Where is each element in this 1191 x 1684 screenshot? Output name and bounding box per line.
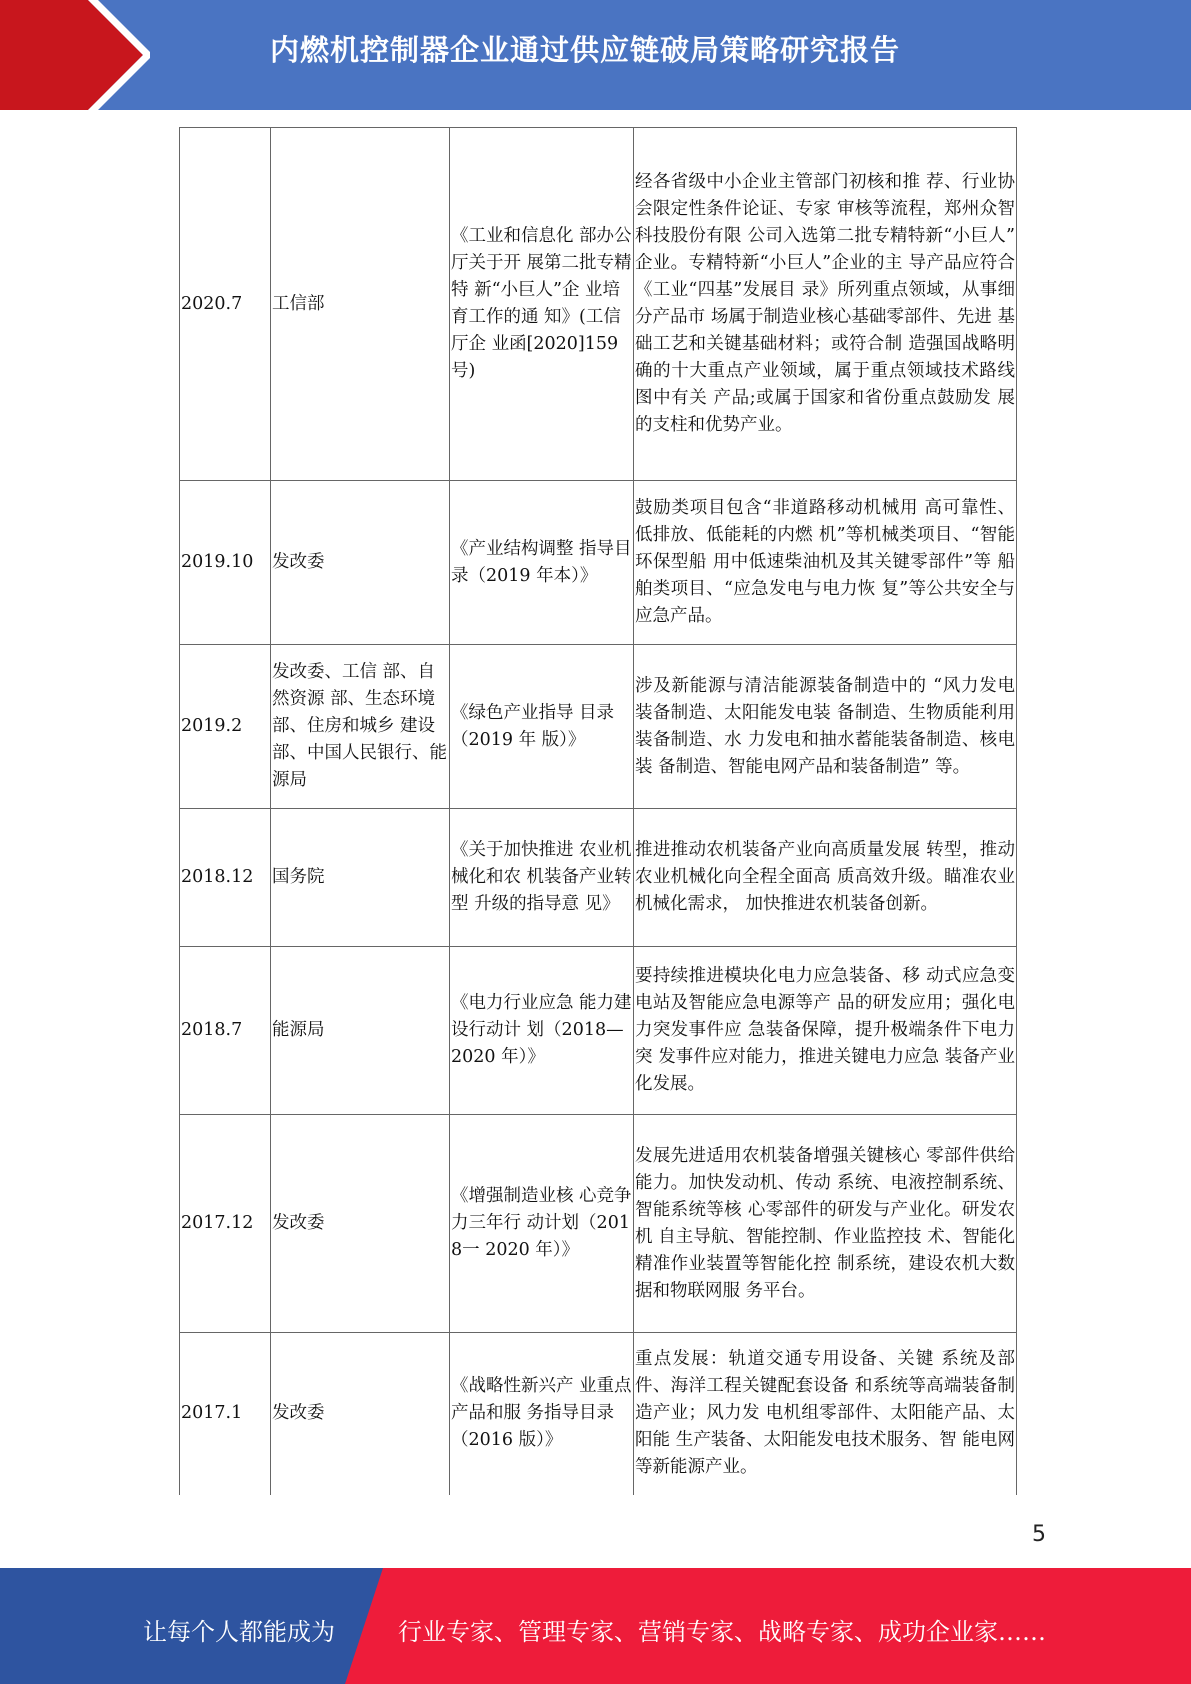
- page-footer: [0, 1568, 1191, 1684]
- document-cell: 《产业结构调整 指导目录（2019 年本）》: [450, 481, 634, 645]
- department-cell: 发改委: [271, 1333, 450, 1495]
- footer-slogan-right: 行业专家、管理专家、营销专家、战略专家、成功企业家……: [398, 1618, 1046, 1646]
- content-cell: 重点发展：轨道交通专用设备、关键 系统及部件、海洋工程关键配套设备 和系统等高端装备制造产业；风力发 电机组零部件、太阳能产品、太阳能 生产装备、太阳能发电技术服务、智 能电网等新能源产业。: [634, 1333, 1017, 1495]
- department-cell: 发改委、工信 部、自然资源 部、生态环境 部、住房和城乡 建设部、中国人民银行、能源局: [271, 645, 450, 809]
- document-cell: 《工业和信息化 部办公厅关于开 展第二批专精特 新“小巨人”企 业培育工作的通 知》(工信厅企 业函[2020]159 号): [450, 128, 634, 481]
- table-row: [180, 645, 1017, 809]
- department-cell: 发改委: [271, 1115, 450, 1333]
- footer-slogan-left: 让每个人都能成为: [143, 1618, 335, 1646]
- date-cell: 2019.10: [180, 481, 271, 645]
- department-cell: 能源局: [271, 947, 450, 1115]
- page-header: [0, 0, 1191, 110]
- date-cell: 2019.2: [180, 645, 271, 809]
- table-row: [180, 128, 1017, 481]
- date-cell: 2018.7: [180, 947, 271, 1115]
- document-cell: 《战略性新兴产 业重点产品和服 务指导目录 （2016 版）》: [450, 1333, 634, 1495]
- document-cell: 《增强制造业核 心竞争力三年行 动计划（2018一 2020 年）》: [450, 1115, 634, 1333]
- content-cell: 涉及新能源与清洁能源装备制造中的 “风力发电装备制造、太阳能发电装 备制造、生物质能利用装备制造、水 力发电和抽水蓄能装备制造、核电装 备制造、智能电网产品和装备制造” 等。: [634, 645, 1017, 809]
- date-cell: 2020.7: [180, 128, 271, 481]
- department-cell: 发改委: [271, 481, 450, 645]
- report-title: 内燃机控制器企业通过供应链破局策略研究报告: [270, 33, 901, 67]
- content-cell: 要持续推进模块化电力应急装备、移 动式应急变电站及智能应急电源等产 品的研发应用；强化电力突发事件应 急装备保障，提升极端条件下电力突 发事件应对能力，推进关键电力应急 装备产业化发展。: [634, 947, 1017, 1115]
- document-cell: 《关于加快推进 农业机械化和农 机装备产业转型 升级的指导意 见》: [450, 809, 634, 947]
- department-cell: 国务院: [271, 809, 450, 947]
- document-cell: 《绿色产业指导 目录（2019 年 版）》: [450, 645, 634, 809]
- department-cell: 工信部: [271, 128, 450, 481]
- content-cell: 发展先进适用农机装备增强关键核心 零部件供给能力。加快发动机、传动 系统、电液控制系统、智能系统等核 心零部件的研发与产业化。研发农机 自主导航、智能控制、作业监控技 术、智能化精准作业装置等智能化控 制系统，建设农机大数据和物联网服 务平台。: [634, 1115, 1017, 1333]
- table-row: [180, 809, 1017, 947]
- table-row: [180, 947, 1017, 1115]
- page-number: 5: [1032, 1522, 1046, 1547]
- date-cell: 2017.1: [180, 1333, 271, 1495]
- date-cell: 2018.12: [180, 809, 271, 947]
- content-cell: 推进推动农机装备产业向高质量发展 转型，推动农业机械化向全程全面高 质高效升级。瞄准农业机械化需求， 加快推进农机装备创新。: [634, 809, 1017, 947]
- content-cell: 经各省级中小企业主管部门初核和推 荐、行业协会限定性条件论证、专家 审核等流程，郑州众智科技股份有限 公司入选第二批专精特新“小巨人” 企业。专精特新“小巨人”企业的主 导产品应符合《工业“四基”发展目 录》所列重点领域，从事细分产品市 场属于制造业核心基础零部件、先进 基础工艺和关键基础材料；或符合制 造强国战略明确的十大重点产业领域，属于重点领域技术路线图中有关 产品;或属于国家和省份重点鼓励发 展的支柱和优势产业。: [634, 128, 1017, 481]
- document-cell: 《电力行业应急 能力建设行动计 划（2018—2020 年）》: [450, 947, 634, 1115]
- header-red-chevron: [0, 0, 150, 110]
- date-cell: 2017.12: [180, 1115, 271, 1333]
- table-row: [180, 481, 1017, 645]
- policy-table: [179, 127, 1017, 1495]
- table-row: [180, 1333, 1017, 1495]
- table-row: [180, 1115, 1017, 1333]
- content-cell: 鼓励类项目包含“非道路移动机械用 高可靠性、低排放、低能耗的内燃 机”等机械类项目、“智能环保型船 用中低速柴油机及其关键零部件”等 船舶类项目、“应急发电与电力恢 复”等公共安全与应急产品。: [634, 481, 1017, 645]
